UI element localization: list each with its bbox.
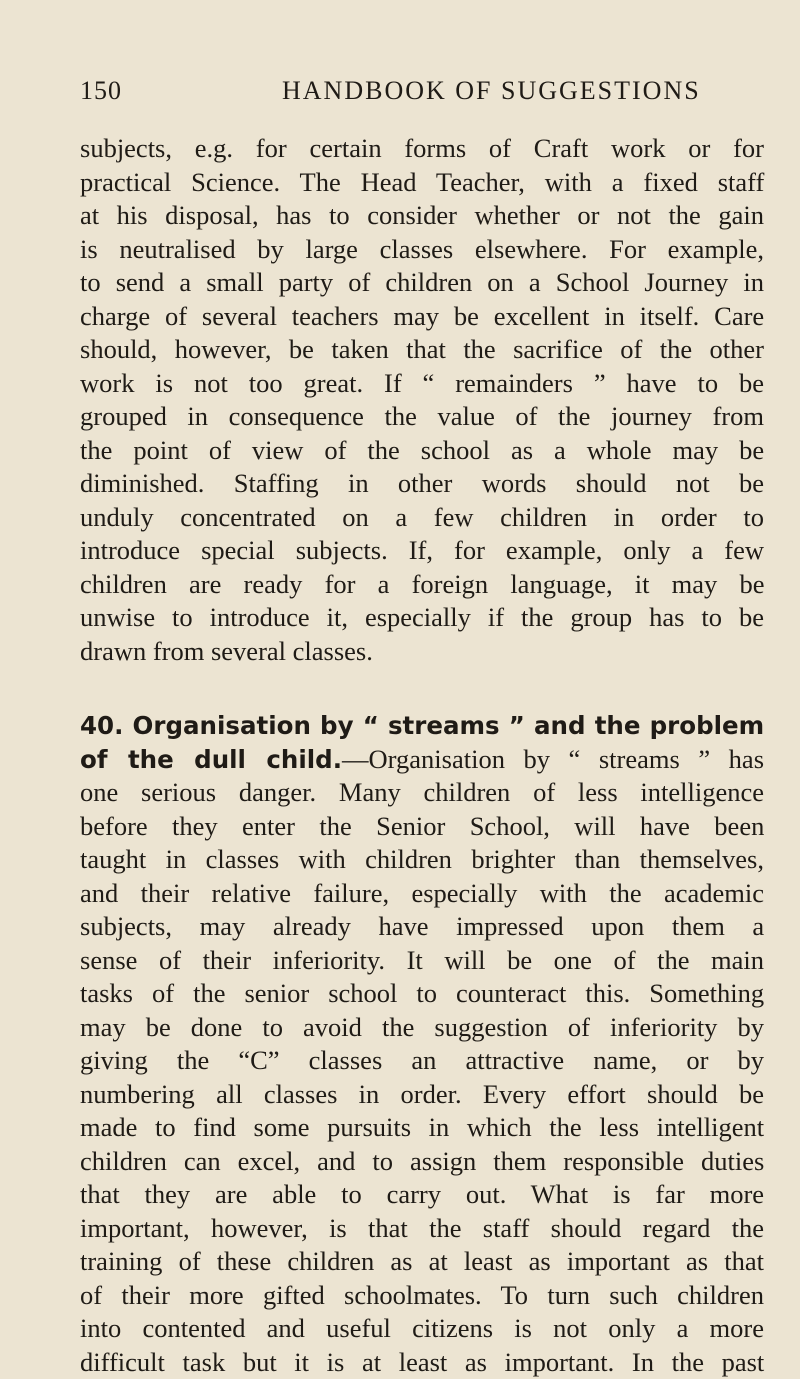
text-line: into contented and useful citizens is not only a more [80, 1312, 764, 1346]
text-line: giving the “C” classes an attractive name, or by [80, 1044, 764, 1078]
text-line: of their more gifted schoolmates. To turn such children [80, 1279, 764, 1313]
text-line: the point of view of the school as a whole may be [80, 434, 764, 468]
page-body [80, 132, 764, 1379]
text-line: at his disposal, has to consider whether or not the gain [80, 199, 764, 233]
text-line: numbering all classes in order. Every effort should be [80, 1078, 764, 1112]
text-line: to send a small party of children on a School Journey in [80, 266, 764, 300]
running-head: HANDBOOK OF SUGGESTIONS [282, 76, 701, 106]
text-line: practical Science. The Head Teacher, with a fixed staff [80, 166, 764, 200]
text-line: children are ready for a foreign language, it may be [80, 568, 764, 602]
text-line: introduce special subjects. If, for example, only a few [80, 534, 764, 568]
text-line: subjects, e.g. for certain forms of Craft work or for [80, 132, 764, 166]
text-line: diminished. Staffing in other words should not be [80, 467, 764, 501]
paragraph-2 [80, 709, 764, 1379]
text-line [80, 743, 764, 777]
text-line: subjects, may already have impressed upon them a [80, 910, 764, 944]
text-line: should, however, be taken that the sacrifice of the other [80, 333, 764, 367]
text-line: unduly concentrated on a few children in order to [80, 501, 764, 535]
text-line: children can excel, and to assign them responsible duties [80, 1145, 764, 1179]
text-line: and their relative failure, especially with the academic [80, 877, 764, 911]
text-line: grouped in consequence the value of the journey from [80, 400, 764, 434]
heading-line-rest: —Organisation by “ streams ” has [342, 744, 764, 774]
text-line: sense of their inferiority. It will be one of the main [80, 944, 764, 978]
text-line: unwise to introduce it, especially if the group has to be [80, 601, 764, 635]
text-line: charge of several teachers may be excellent in itself. Care [80, 300, 764, 334]
paragraph-1 [80, 132, 764, 668]
text-line: one serious danger. Many children of less intelligence [80, 776, 764, 810]
text-line: before they enter the Senior School, will have been [80, 810, 764, 844]
text-line: drawn from several classes. [80, 635, 764, 669]
text-line: that they are able to carry out. What is far more [80, 1178, 764, 1212]
section-heading-continued: of the dull child. [80, 745, 342, 774]
text-line: work is not too great. If “ remainders ” have to be [80, 367, 764, 401]
section-heading: 40. Organisation by “ streams ” and the problem [80, 709, 764, 743]
page-number: 150 [80, 76, 122, 106]
text-line: taught in classes with children brighter than themselves, [80, 843, 764, 877]
text-line: may be done to avoid the suggestion of inferiority by [80, 1011, 764, 1045]
text-line: important, however, is that the staff should regard the [80, 1212, 764, 1246]
text-line: is neutralised by large classes elsewhere. For example, [80, 233, 764, 267]
text-line: training of these children as at least as important as that [80, 1245, 764, 1279]
text-line: difficult task but it is at least as important. In the past [80, 1346, 764, 1379]
text-line: tasks of the senior school to counteract this. Something [80, 977, 764, 1011]
text-line: made to find some pursuits in which the less intelligent [80, 1111, 764, 1145]
